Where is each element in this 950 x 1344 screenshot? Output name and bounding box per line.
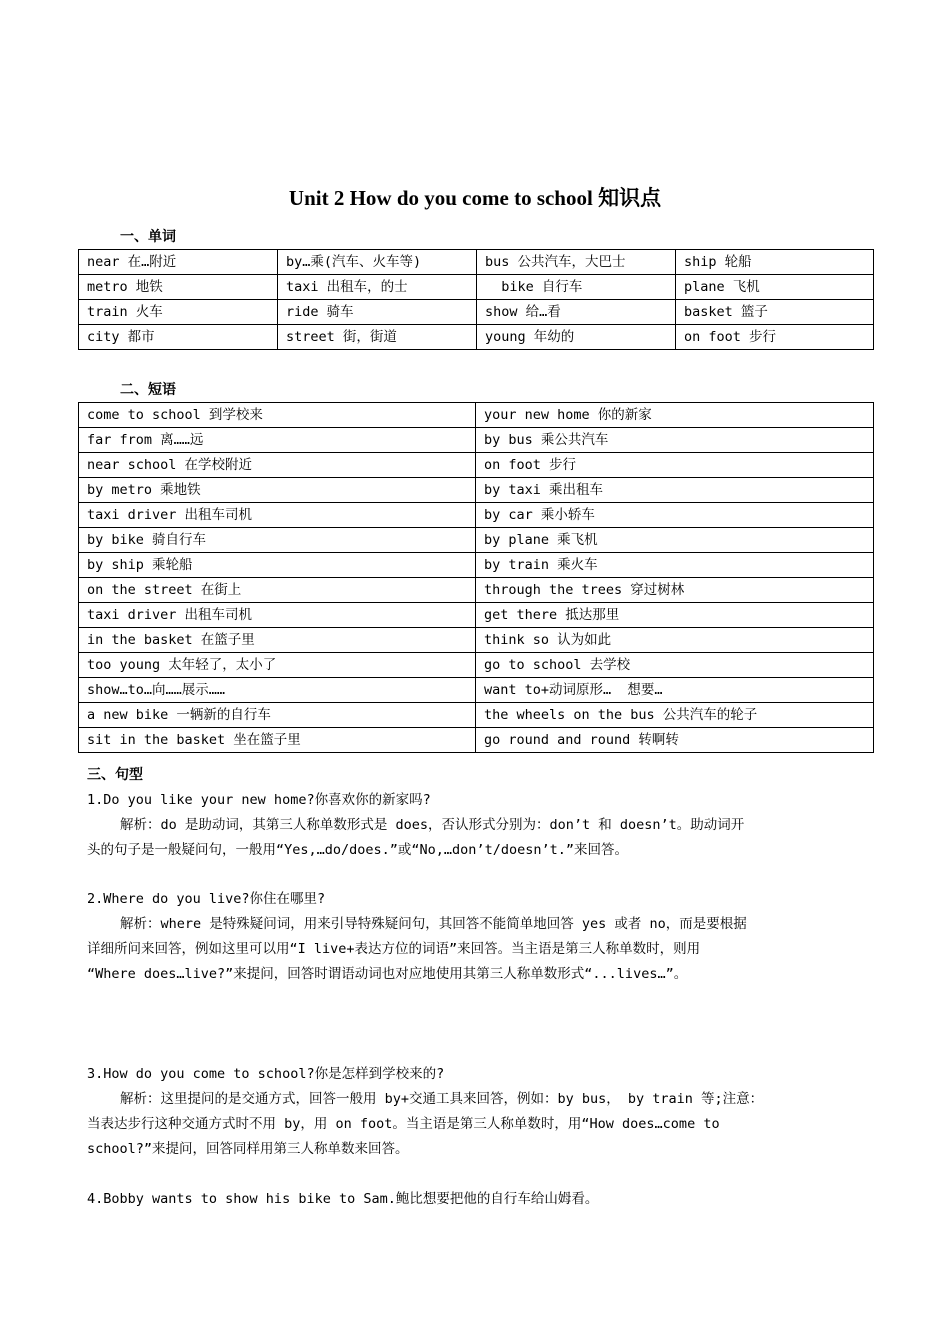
- table-cell: bus 公共汽车，大巴士: [477, 250, 676, 275]
- table-cell: near school 在学校附近: [79, 453, 476, 478]
- table-cell: a new bike 一辆新的自行车: [79, 703, 476, 728]
- sentence-analysis-line: school?”来提问，回答同样用第三人称单数来回答。: [87, 1141, 409, 1157]
- table-cell: taxi driver 出租车司机: [79, 603, 476, 628]
- phrases-table-row: [79, 428, 874, 453]
- table-cell: get there 抵达那里: [476, 603, 874, 628]
- table-cell: far from 离……远: [79, 428, 476, 453]
- table-cell: taxi 出租车，的士: [278, 275, 477, 300]
- phrases-table-row: [79, 528, 874, 553]
- phrases-table-row: [79, 628, 874, 653]
- table-cell: on foot 步行: [676, 325, 874, 350]
- sentence-analysis-line: 解析：这里提问的是交通方式，回答一般用 by+交通工具来回答，例如：by bus， by train 等;注意：: [120, 1091, 764, 1107]
- phrases-table-row: [79, 653, 874, 678]
- section-heading-words: 一、单词: [120, 229, 176, 245]
- section-heading-sentences: 三、句型: [87, 767, 143, 783]
- sentence-analysis-line: “Where does…live?”来提问，回答时谓语动词也对应地使用其第三人称单数形式“...lives…”。: [87, 966, 688, 982]
- table-cell: by train 乘火车: [476, 553, 874, 578]
- table-cell: think so 认为如此: [476, 628, 874, 653]
- table-cell: by plane 乘飞机: [476, 528, 874, 553]
- sentence-block-3: [87, 1062, 867, 1162]
- table-cell: want to+动词原形… 想要…: [476, 678, 874, 703]
- table-cell: ship 轮船: [676, 250, 874, 275]
- phrases-table: [78, 402, 874, 753]
- sentence-block-1: [87, 788, 867, 863]
- table-cell: street 街，街道: [278, 325, 477, 350]
- phrases-table-row: [79, 603, 874, 628]
- phrases-table-row: [79, 478, 874, 503]
- phrases-table-row: [79, 453, 874, 478]
- phrases-table-row: [79, 403, 874, 428]
- sentence-analysis-line: 解析：do 是助动词，其第三人称单数形式是 does，否认形式分别为：don’t 和 doesn’t。助动词开: [120, 817, 745, 833]
- table-cell: by taxi 乘出租车: [476, 478, 874, 503]
- table-cell: bike 自行车: [477, 275, 676, 300]
- table-cell: basket 篮子: [676, 300, 874, 325]
- table-cell: by ship 乘轮船: [79, 553, 476, 578]
- table-cell: show 给…看: [477, 300, 676, 325]
- table-cell: show…to…向……展示……: [79, 678, 476, 703]
- sentence-question: 4.Bobby wants to show his bike to Sam.鲍比想要把他的自行车给山姆看。: [87, 1191, 599, 1207]
- table-cell: plane 飞机: [676, 275, 874, 300]
- table-cell: city 都市: [79, 325, 278, 350]
- table-cell: by metro 乘地铁: [79, 478, 476, 503]
- table-cell: too young 太年轻了，太小了: [79, 653, 476, 678]
- words-table-row: [79, 250, 874, 275]
- table-cell: on foot 步行: [476, 453, 874, 478]
- phrases-table-row: [79, 578, 874, 603]
- phrases-table-row: [79, 678, 874, 703]
- sentence-analysis-line: 解析：where 是特殊疑问词，用来引导特殊疑问句，其回答不能简单地回答 yes 或者 no，而是要根据: [120, 916, 747, 932]
- phrases-table-row: [79, 703, 874, 728]
- sentence-question: 2.Where do you live?你住在哪里?: [87, 891, 326, 907]
- page-title: Unit 2 How do you come to school 知识点: [288, 186, 662, 210]
- section-heading-phrases: 二、短语: [120, 382, 176, 398]
- phrases-table-row: [79, 553, 874, 578]
- table-cell: by car 乘小轿车: [476, 503, 874, 528]
- table-cell: on the street 在街上: [79, 578, 476, 603]
- sentence-block-4: [87, 1187, 867, 1212]
- sentence-analysis-line: 详细所问来回答，例如这里可以用“I live+表达方位的词语”来回答。当主语是第三人称单数时，则用: [87, 941, 701, 957]
- words-table-row: [79, 325, 874, 350]
- table-cell: train 火车: [79, 300, 278, 325]
- table-cell: by bus 乘公共汽车: [476, 428, 874, 453]
- sentence-analysis-line: 头的句子是一般疑问句，一般用“Yes,…do/does.”或“No,…don’t/doesn’t.”来回答。: [87, 842, 628, 858]
- table-cell: your new home 你的新家: [476, 403, 874, 428]
- table-cell: come to school 到学校来: [79, 403, 476, 428]
- sentence-block-2: [87, 887, 867, 987]
- table-cell: through the trees 穿过树林: [476, 578, 874, 603]
- table-cell: taxi driver 出租车司机: [79, 503, 476, 528]
- sentence-analysis-line: 当表达步行这种交通方式时不用 by，用 on foot。当主语是第三人称单数时，用“How does…come to: [87, 1116, 720, 1132]
- table-cell: near 在…附近: [79, 250, 278, 275]
- table-cell: in the basket 在篮子里: [79, 628, 476, 653]
- phrases-table-row: [79, 728, 874, 753]
- words-table: [78, 249, 874, 350]
- table-cell: young 年幼的: [477, 325, 676, 350]
- table-cell: ride 骑车: [278, 300, 477, 325]
- table-cell: metro 地铁: [79, 275, 278, 300]
- words-table-row: [79, 275, 874, 300]
- words-table-row: [79, 300, 874, 325]
- sentence-question: 3.How do you come to school?你是怎样到学校来的?: [87, 1066, 445, 1082]
- table-cell: the wheels on the bus 公共汽车的轮子: [476, 703, 874, 728]
- table-cell: go to school 去学校: [476, 653, 874, 678]
- sentence-question: 1.Do you like your new home?你喜欢你的新家吗?: [87, 792, 431, 808]
- phrases-table-row: [79, 503, 874, 528]
- table-cell: by bike 骑自行车: [79, 528, 476, 553]
- table-cell: go round and round 转啊转: [476, 728, 874, 753]
- table-cell: by…乘(汽车、火车等): [278, 250, 477, 275]
- table-cell: sit in the basket 坐在篮子里: [79, 728, 476, 753]
